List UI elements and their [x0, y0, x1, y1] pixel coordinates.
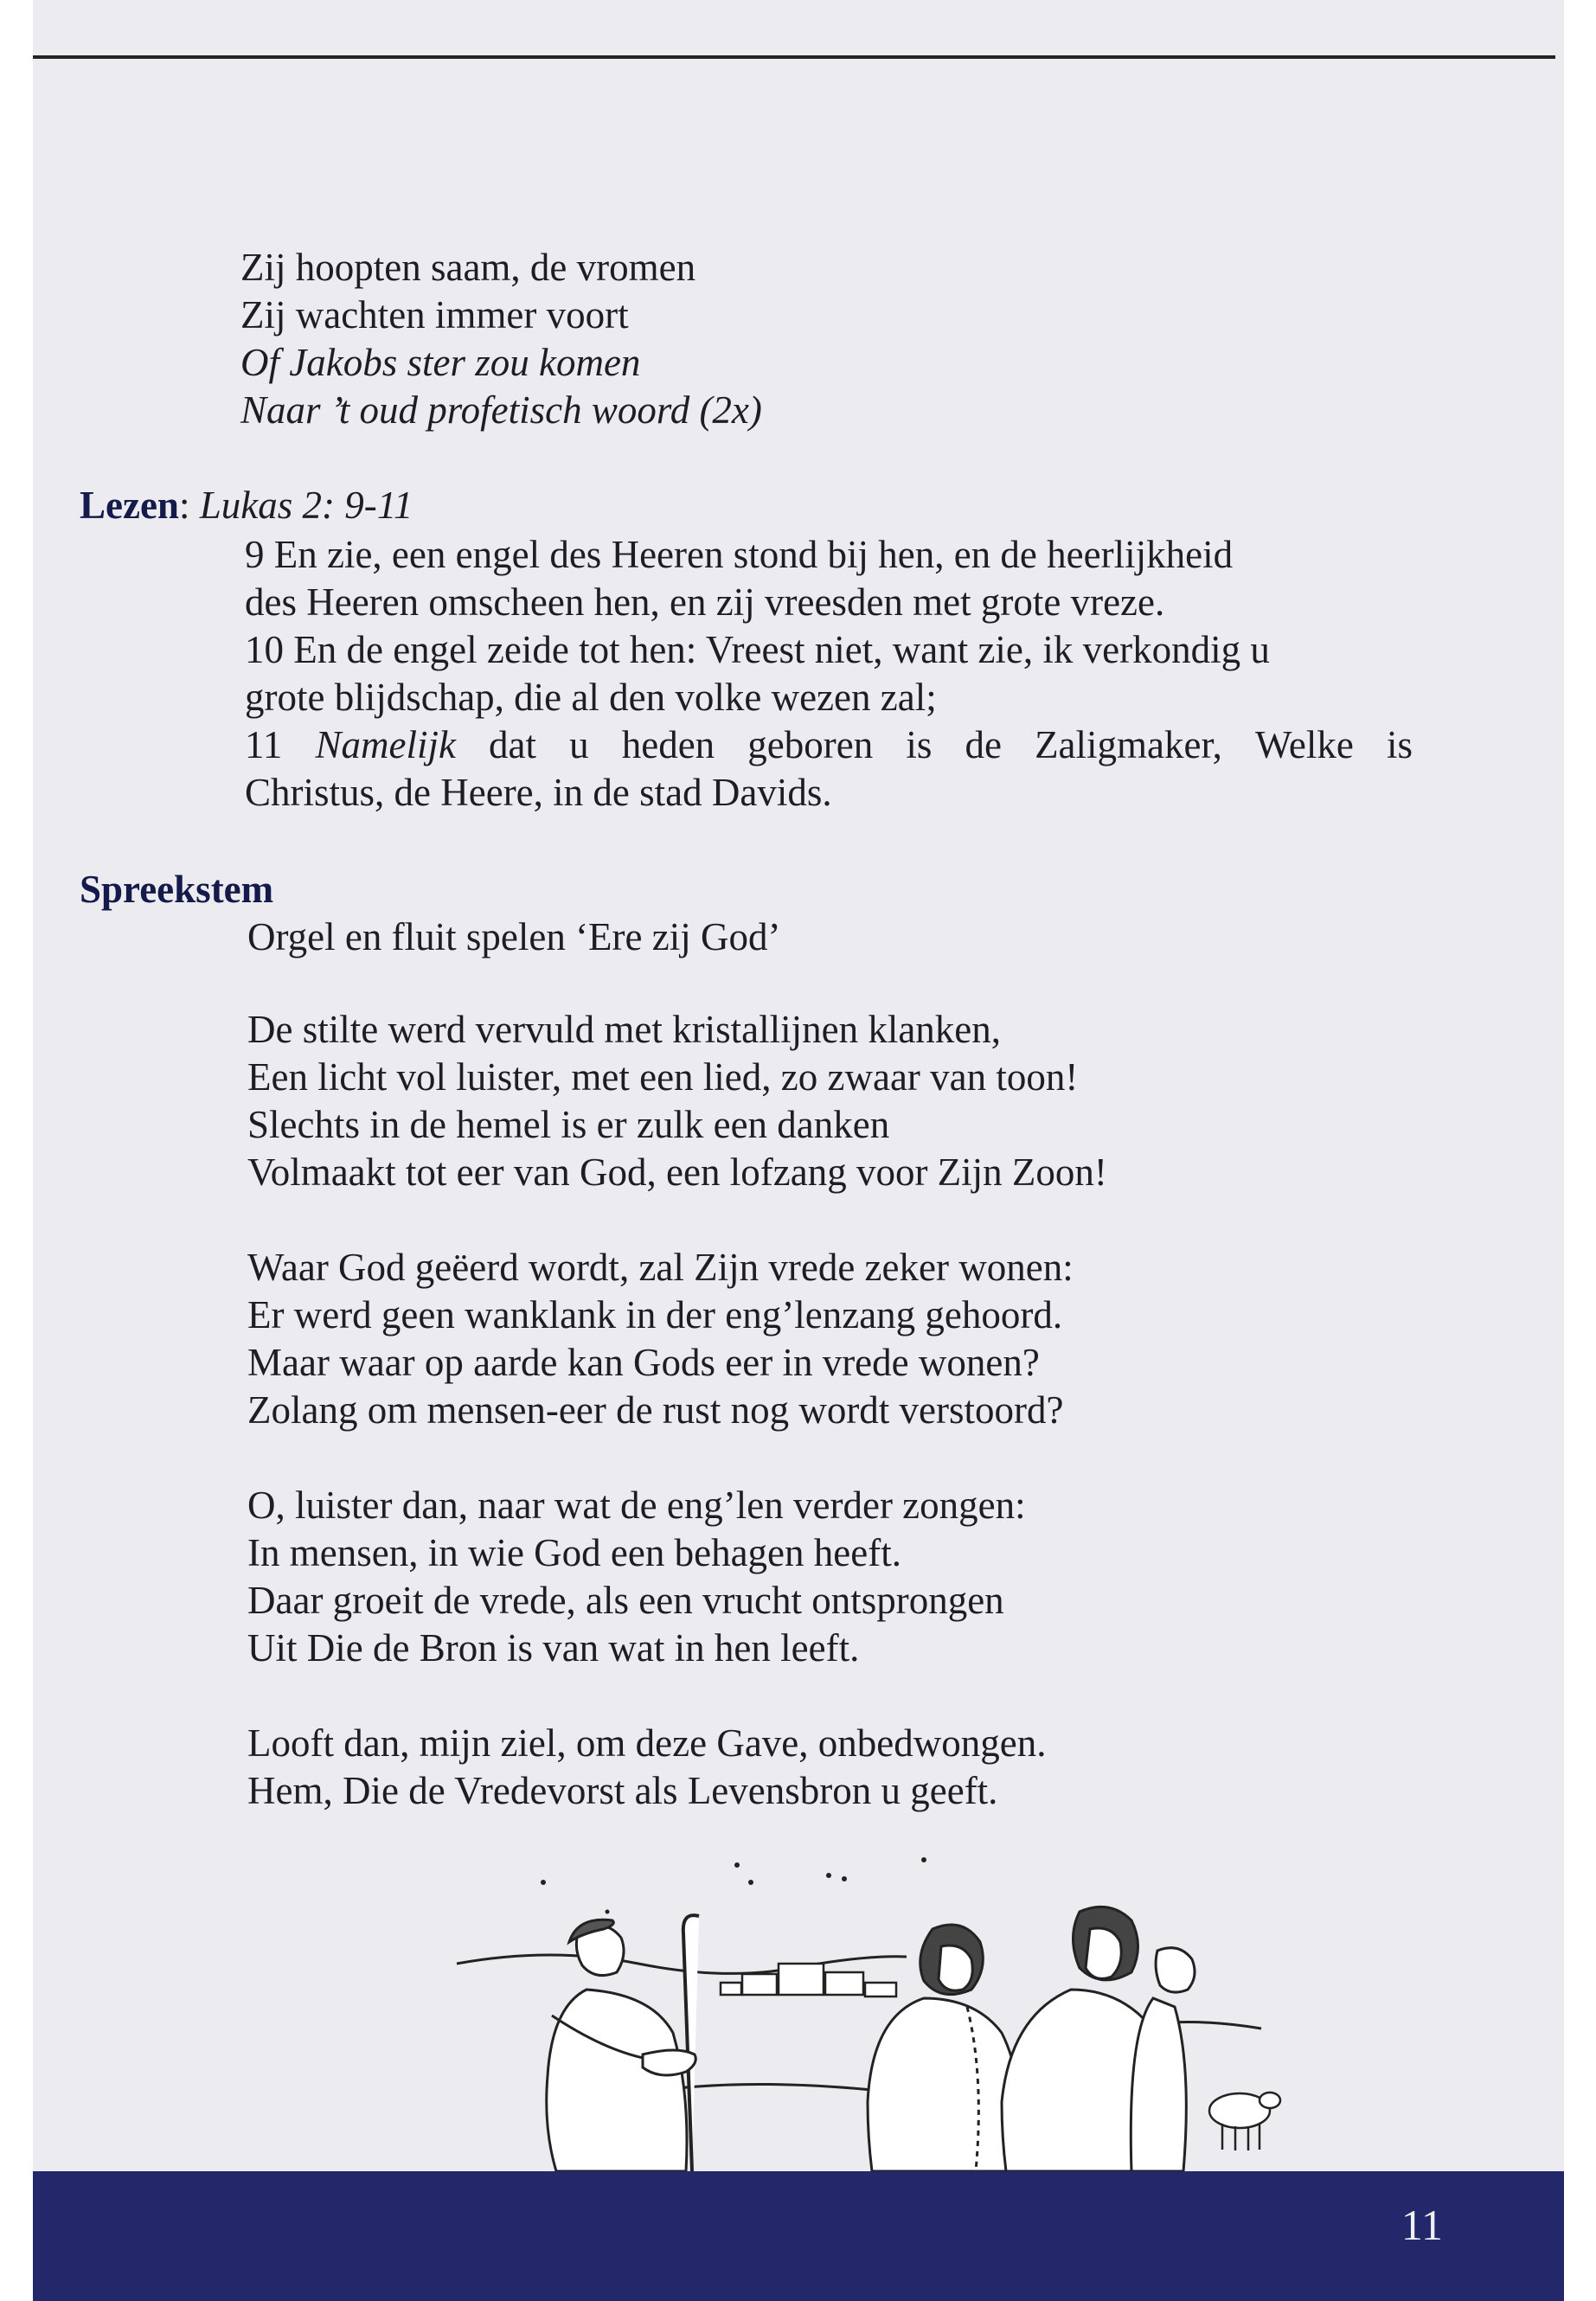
verse-line: 9 En zie, een engel des Heeren stond bij hen, en de heerlijkheid	[245, 533, 1234, 576]
booklet-page	[33, 0, 1564, 2301]
poem-line: Zij hoopten saam, de vromen	[240, 246, 696, 289]
stanza-line: Looft dan, mijn ziel, om deze Gave, onbedwongen.	[247, 1721, 1047, 1765]
reading-label: Lezen	[80, 484, 179, 527]
stanza-line: Slechts in de hemel is er zulk een danken	[247, 1103, 890, 1146]
stanza-line: Maar waar op aarde kan Gods eer in vrede wonen?	[247, 1341, 1040, 1384]
shepherds-under-stars-illustration	[33, 0, 1564, 2171]
page-number: 11	[1401, 2201, 1443, 2249]
stage-note: Orgel en fluit spelen ‘Ere zij God’	[247, 915, 781, 958]
verse-line: 10 En de engel zeide tot hen: Vreest niet, want zie, ik verkondig u	[245, 628, 1270, 671]
stanza-line: Volmaakt tot eer van God, een lofzang voor Zijn Zoon!	[247, 1150, 1107, 1194]
stanza-line: Waar God geëerd wordt, zal Zijn vrede zeker wonen:	[247, 1246, 1074, 1289]
stanza-line: Uit Die de Bron is van wat in hen leeft.	[247, 1626, 860, 1670]
reading-reference: Lukas 2: 9-11	[199, 484, 413, 527]
stanza-line: Daar groeit de vrede, als een vrucht ontsprongen	[247, 1579, 1004, 1622]
verse-line: grote blijdschap, die al den volke wezen zal;	[245, 676, 937, 719]
poem-line: Zij wachten immer voort	[240, 293, 629, 336]
stanza-line: O, luister dan, naar wat de eng’len verder zongen:	[247, 1484, 1026, 1527]
stanza-line: Een licht vol luister, met een lied, zo zwaar van toon!	[247, 1055, 1079, 1099]
stanza-line: Zolang om mensen-eer de rust nog wordt verstoord?	[247, 1388, 1064, 1432]
stanza-line: Hem, Die de Vredevorst als Levensbron u geeft.	[247, 1769, 998, 1812]
spreekstem-heading: Spreekstem	[80, 868, 274, 911]
verse-line-justified: 11 Namelijk dat u heden geboren is de Zaligmaker, Welke is	[245, 723, 1413, 766]
poem-line: Of Jakobs ster zou komen	[240, 341, 641, 384]
footer-bar	[33, 2171, 1564, 2301]
reading-heading: Lezen: Lukas 2: 9-11	[80, 484, 413, 527]
verse-number: 11	[245, 723, 283, 766]
verse-line: Christus, de Heere, in de stad Davids.	[245, 771, 832, 814]
poem-line: Naar ’t oud profetisch woord (2x)	[240, 388, 762, 432]
stanza-line: Er werd geen wanklank in der eng’lenzang gehoord.	[247, 1293, 1063, 1336]
stanza-line: In mensen, in wie God een behagen heeft.	[247, 1531, 901, 1574]
stanza-line: De stilte werd vervuld met kristallijnen klanken,	[247, 1008, 1002, 1051]
verse-line: des Heeren omscheen hen, en zij vreesden met grote vreze.	[245, 580, 1165, 624]
verse-word: Namelijk	[315, 723, 456, 766]
